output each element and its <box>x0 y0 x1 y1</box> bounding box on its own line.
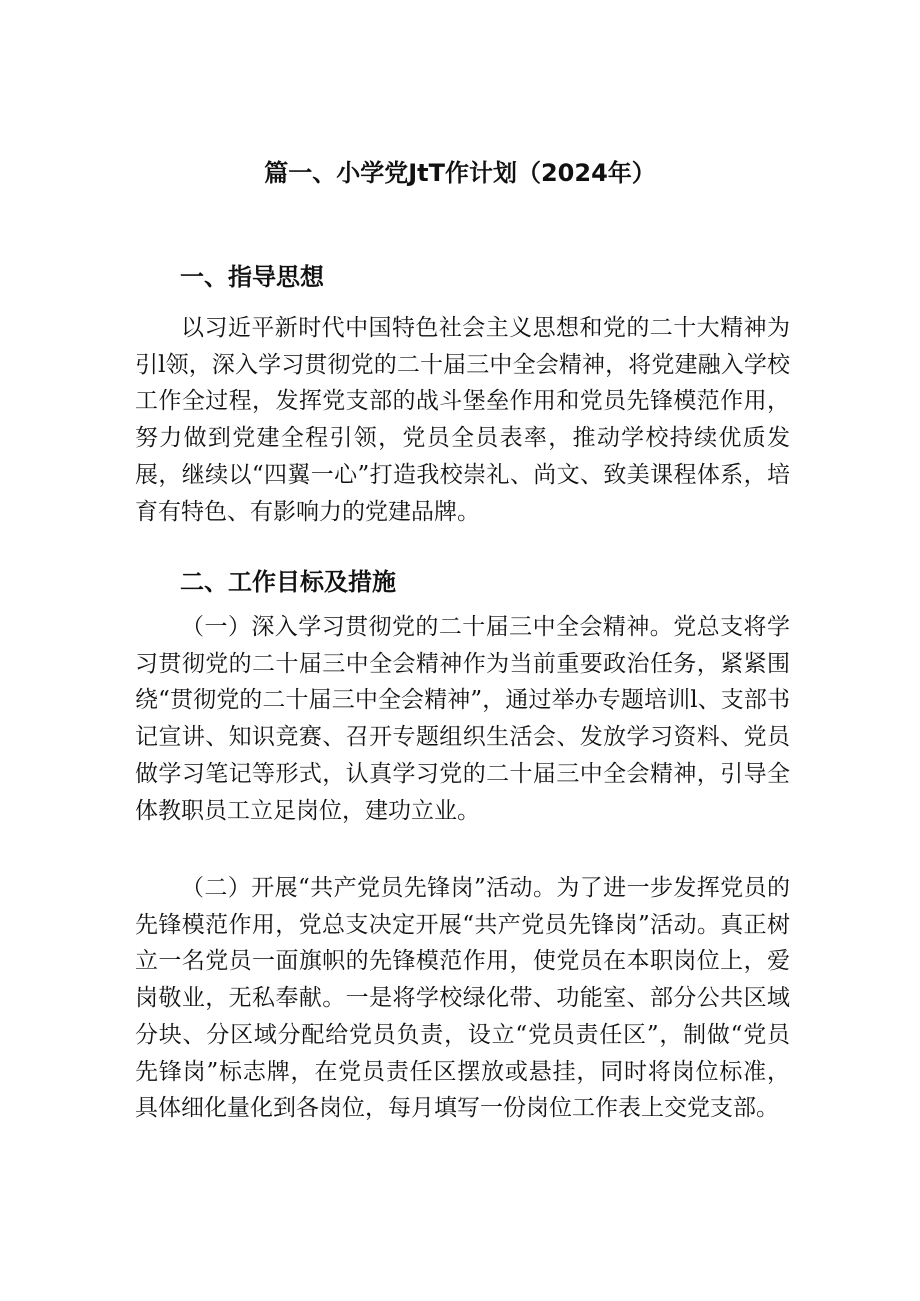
paragraph-measure-1: （一）深入学习贯彻党的二十届三中全会精神。党总支将学习贯彻党的二十届三中全会精神作为当前重要政治任务，紧紧围绕“贯彻党的二十届三中全会精神”，通过举办专题培训l、支部书记宣讲、知识竞赛、召开专题组织生活会、发放学习资料、党员做学习笔记等形式，认真学习党的二十届三中全会精神，引导全体教职员工立足岗位，建功立业。 <box>135 614 790 824</box>
document-title: 篇一、小学党JtT作计划（2024年） <box>264 159 656 187</box>
section-heading-goals-and-measures: 二、工作目标及措施 <box>180 568 396 596</box>
paragraph-measure-2: （二）开展“共产党员先锋岗”活动。为了进一步发挥党员的先锋模范作用，党总支决定开展“共产党员先锋岗”活动。真正树立一名党员一面旗帜的先锋模范作用，使党员在本职岗位上，爱岗敬业，无私奉献。一是将学校绿化带、功能室、部分公共区域分块、分区域分配给党员负责，设立“党员责任区”，制做“党员先锋岗”标志牌，在党员责任区摆放或悬挂，同时将岗位标准，具体细化量化到各岗位，每月填写一份岗位工作表上交党支部。 <box>135 875 790 1122</box>
paragraph-guiding-ideology: 以习近平新时代中国特色社会主义思想和党的二十大精神为引l领，深入学习贯彻党的二十届三中全会精神，将党建融入学校工作全过程，发挥党支部的战斗堡垒作用和党员先锋模范作用，努力做到党建全程引领，党员全员表率，推动学校持续优质发展，继续以“四翼一心”打造我校崇礼、尚文、致美课程体系，培育有特色、有影响力的党建品牌。 <box>135 315 790 525</box>
section-heading-guiding-ideology: 一、指导思想 <box>180 263 324 291</box>
